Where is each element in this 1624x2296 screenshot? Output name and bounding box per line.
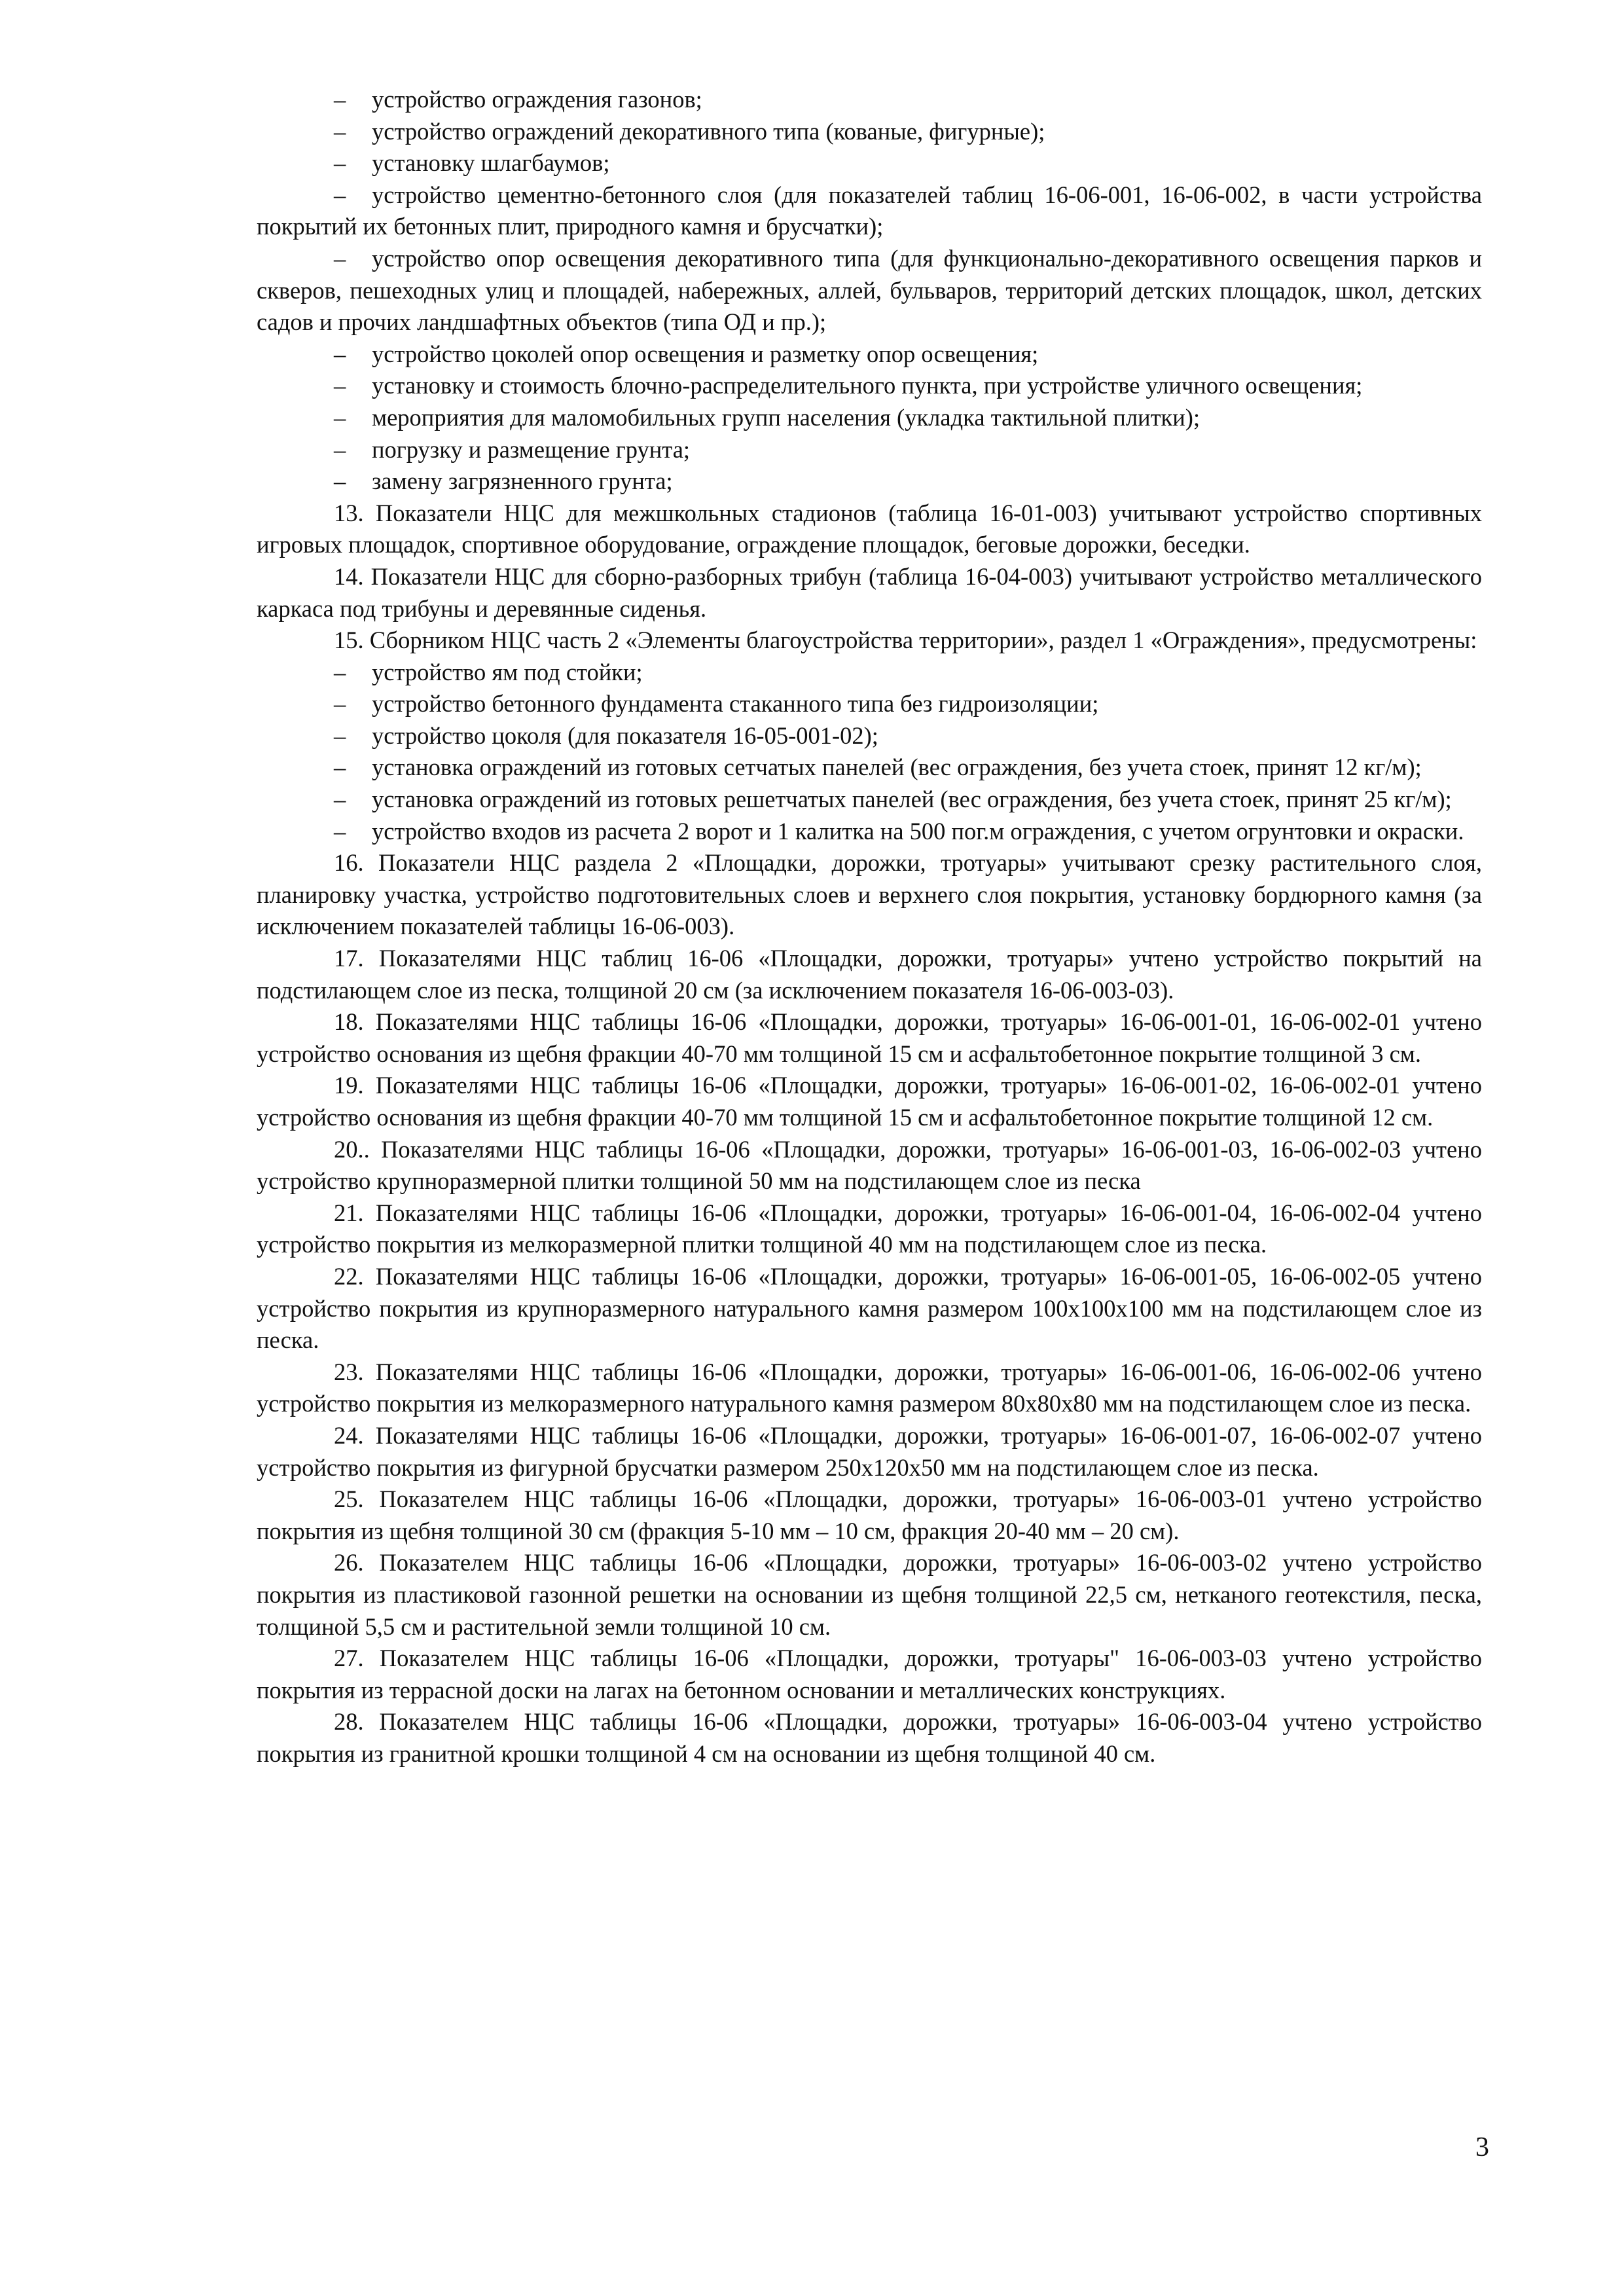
- dash-marker: –: [334, 786, 346, 813]
- numbered-paragraph-23: 23. Показателями НЦС таблицы 16-06 «Площадки, дорожки, тротуары» 16-06-001-06, 16-06-002-06 учтено устройство покрытия из мелкоразмерного натурального камня размером 80х80х80 мм на подстилающем слое из песка.: [257, 1358, 1482, 1417]
- numbered-paragraph-27: 27. Показателем НЦС таблицы 16-06 «Площадки, дорожки, тротуары" 16-06-003-03 учтено устройство покрытия из террасной доски на лагах на бетонном основании и металлических конструкциях.: [257, 1645, 1482, 1704]
- numbered-paragraph-26: 26. Показателем НЦС таблицы 16-06 «Площадки, дорожки, тротуары» 16-06-003-02 учтено устройство покрытия из пластиковой газонной решетки на основании из щебня толщиной 22,5 см, нетканого геотекстиля, песка, толщиной 5,5 см и растительной земли толщиной 10 см.: [257, 1549, 1482, 1640]
- numbered-paragraph-19: 19. Показателями НЦС таблицы 16-06 «Площадки, дорожки, тротуары» 16-06-001-02, 16-06-002-01 учтено устройство основания из щебня фракции 40-70 мм толщиной 15 см и асфальтобетонное покрытие толщиной 12 см.: [257, 1072, 1482, 1131]
- dash-marker: –: [334, 372, 346, 399]
- dash-marker: –: [334, 690, 346, 718]
- bullet-item: – замену загрязненного грунта;: [257, 465, 1482, 498]
- bullet-item: – устройство ограждений декоративного типа (кованые, фигурные);: [257, 116, 1482, 148]
- dash-marker: –: [334, 403, 346, 431]
- dash-marker: –: [334, 817, 346, 845]
- bullet-item: – устройство опор освещения декоративного типа (для функционально-декоративного освещения парков и скверов, пешеходных улиц и площадей, набережных, аллей, бульваров, территорий детских площадок, школ, детских садов и прочих ландшафтных объектов (типа ОД и пр.);: [257, 243, 1482, 338]
- bullet-item: – установка ограждений из готовых сетчатых панелей (вес ограждения, без учета стоек, принят 12 кг/м);: [257, 752, 1482, 784]
- dash-marker: –: [334, 467, 346, 495]
- numbered-paragraph-20: 20.. Показателями НЦС таблицы 16-06 «Площадки, дорожки, тротуары» 16-06-001-03, 16-06-002-03 учтено устройство крупноразмерной плитки толщиной 50 мм на подстилающем слое из песка: [257, 1135, 1482, 1195]
- dash-marker: –: [334, 181, 346, 208]
- dash-marker: –: [334, 340, 346, 367]
- dash-marker: –: [334, 86, 346, 113]
- numbered-paragraph-24: 24. Показателями НЦС таблицы 16-06 «Площадки, дорожки, тротуары» 16-06-001-07, 16-06-002-07 учтено устройство покрытия из фигурной брусчатки размером 250х120х50 мм на подстилающем слое из песка.: [257, 1421, 1482, 1481]
- bullet-item: – устройство цоколей опор освещения и разметку опор освещения;: [257, 338, 1482, 371]
- bullet-item: – установку шлагбаумов;: [257, 147, 1482, 179]
- numbered-paragraph-16: 16. Показатели НЦС раздела 2 «Площадки, дорожки, тротуары» учитывают срезку растительного слоя, планировку участка, устройство подготовительных слоев и верхнего слоя покрытия, установку бордюрного камня (за исключением показателей таблицы 16-06-003).: [257, 849, 1482, 940]
- bullet-item: – устройство ям под стойки;: [257, 657, 1482, 689]
- numbered-paragraph-22: 22. Показателями НЦС таблицы 16-06 «Площадки, дорожки, тротуары» 16-06-001-05, 16-06-002-05 учтено устройство покрытия из крупноразмерного натурального камня размером 100х100х100 мм на подстилающем слое из песка.: [257, 1262, 1482, 1354]
- bullet-item: – погрузку и размещение грунта;: [257, 434, 1482, 466]
- dash-marker: –: [334, 117, 346, 145]
- dash-marker: –: [334, 658, 346, 685]
- numbered-paragraph-17: 17. Показателями НЦС таблиц 16-06 «Площадки, дорожки, тротуары» учтено устройство покрытий на подстилающем слое из песка, толщиной 20 см (за исключением показателя 16-06-003-03).: [257, 945, 1482, 1004]
- bullet-item: – устройство входов из расчета 2 ворот и 1 калитка на 500 пог.м ограждения, с учетом огрунтовки и окраски.: [257, 816, 1482, 848]
- numbered-paragraph-28: 28. Показателем НЦС таблицы 16-06 «Площадки, дорожки, тротуары» 16-06-003-04 учтено устройство покрытия из гранитной крошки толщиной 4 см на основании из щебня толщиной 40 см.: [257, 1708, 1482, 1767]
- dash-marker: –: [334, 721, 346, 749]
- bullet-item: – мероприятия для маломобильных групп населения (укладка тактильной плитки);: [257, 402, 1482, 434]
- dash-marker: –: [334, 149, 346, 177]
- dash-marker: –: [334, 244, 346, 272]
- bullet-item: – установку и стоимость блочно-распределительного пункта, при устройстве уличного освещения;: [257, 370, 1482, 402]
- bullet-item: – устройство бетонного фундамента стаканного типа без гидроизоляции;: [257, 688, 1482, 720]
- bullet-item: – установка ограждений из готовых решетчатых панелей (вес ограждения, без учета стоек, принят 25 кг/м);: [257, 784, 1482, 816]
- bullet-item: – устройство ограждения газонов;: [257, 84, 1482, 116]
- numbered-paragraph-13: 13. Показатели НЦС для межшкольных стадионов (таблица 16-01-003) учитывают устройство спортивных игровых площадок, спортивное оборудование, ограждение площадок, беговые дорожки, беседки.: [257, 499, 1482, 558]
- numbered-paragraph-14: 14. Показатели НЦС для сборно-разборных трибун (таблица 16-04-003) учитывают устройство металлического каркаса под трибуны и деревянные сиденья.: [257, 562, 1482, 622]
- numbered-paragraph-18: 18. Показателями НЦС таблицы 16-06 «Площадки, дорожки, тротуары» 16-06-001-01, 16-06-002-01 учтено устройство основания из щебня фракции 40-70 мм толщиной 15 см и асфальтобетонное покрытие толщиной 3 см.: [257, 1008, 1482, 1067]
- bullet-item: – устройство цоколя (для показателя 16-05-001-02);: [257, 720, 1482, 752]
- dash-marker: –: [334, 435, 346, 463]
- page-number: 3: [1475, 2132, 1489, 2162]
- dash-marker: –: [334, 754, 346, 781]
- numbered-paragraph-15: 15. Сборником НЦС часть 2 «Элементы благоустройства территории», раздел 1 «Ограждения», предусмотрены:: [334, 627, 1477, 654]
- bullet-item: – устройство цементно-бетонного слоя (для показателей таблиц 16-06-001, 16-06-002, в части устройства покрытий их бетонных плит, природного камня и брусчатки);: [257, 179, 1482, 243]
- numbered-paragraph-25: 25. Показателем НЦС таблицы 16-06 «Площадки, дорожки, тротуары» 16-06-003-01 учтено устройство покрытия из щебня толщиной 30 см (фракция 5-10 мм – 10 см, фракция 20-40 мм – 20 см).: [257, 1485, 1482, 1544]
- document-body: [257, 84, 1482, 1770]
- numbered-paragraph-21: 21. Показателями НЦС таблицы 16-06 «Площадки, дорожки, тротуары» 16-06-001-04, 16-06-002-04 учтено устройство покрытия из мелкоразмерной плитки толщиной 40 мм на подстилающем слое из песка.: [257, 1199, 1482, 1258]
